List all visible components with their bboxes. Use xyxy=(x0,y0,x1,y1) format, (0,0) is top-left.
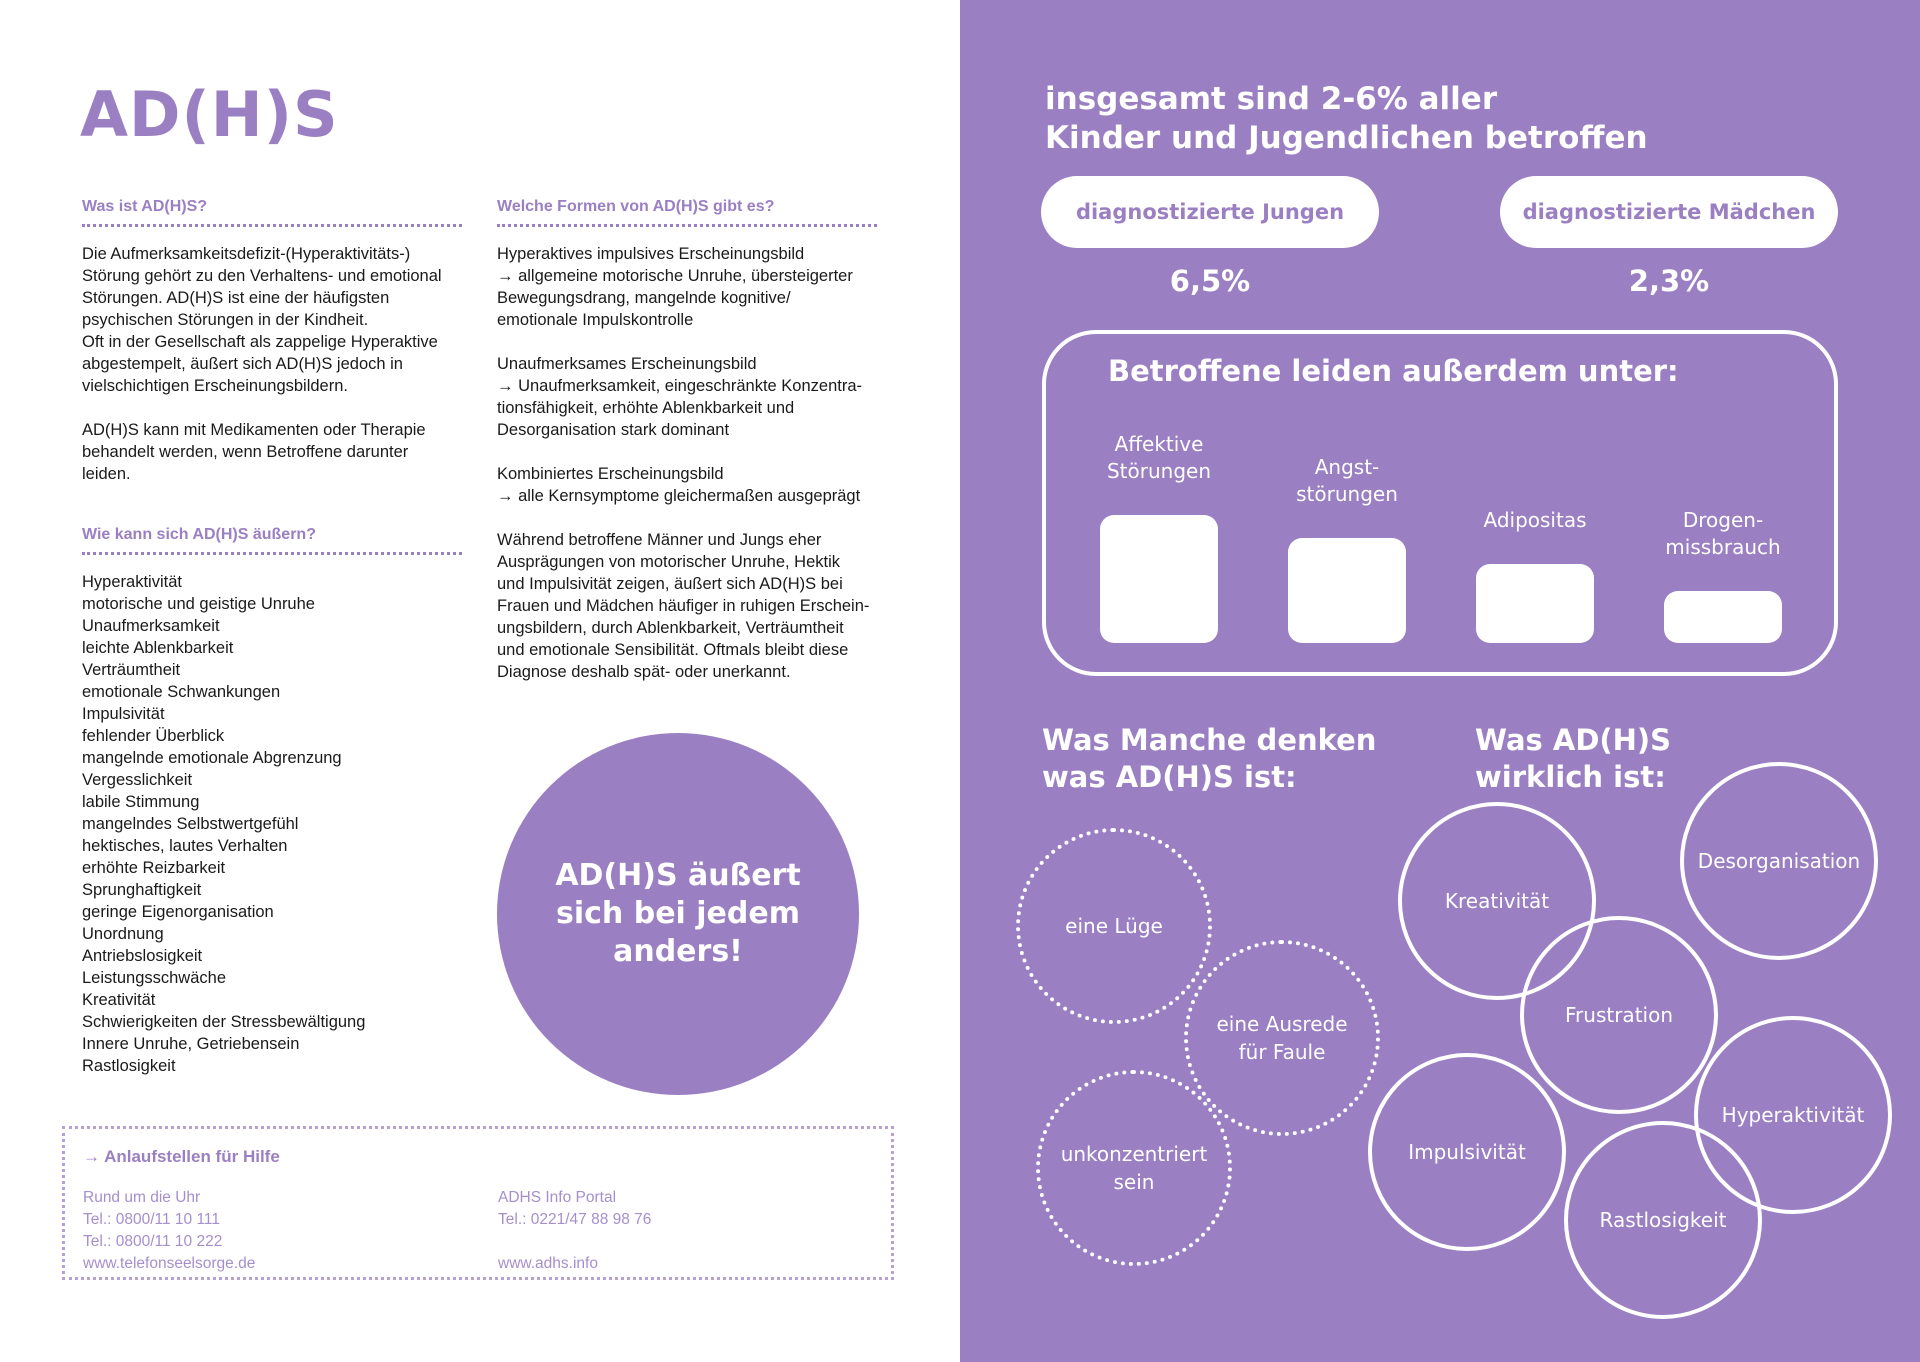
symptom-item: labile Stimmung xyxy=(82,793,200,811)
symptom-item: Sprunghaftigkeit xyxy=(82,881,202,899)
help-title: → Anlaufstellen für Hilfe xyxy=(83,1147,280,1166)
girls-label: diagnostizierte Mädchen xyxy=(1522,200,1816,224)
symptom-item: mangelnde emotionale Abgrenzung xyxy=(82,749,342,767)
comorbidity-bar xyxy=(1288,538,1406,643)
reality-circle xyxy=(1368,1053,1566,1251)
highlight-circle-text: AD(H)S äußert sich bei jedem anders! xyxy=(555,858,801,969)
symptom-item: Antriebslosigkeit xyxy=(82,947,203,965)
column-what-is xyxy=(82,198,462,507)
myth-circle xyxy=(1036,1070,1232,1266)
myth-label: eine Lüge xyxy=(1065,914,1163,938)
symptom-item: Leistungsschwäche xyxy=(82,969,227,987)
girls-percentage: 2,3% xyxy=(1628,264,1710,298)
comorbidity-chart xyxy=(1046,334,1834,672)
contact-phone[interactable]: Tel.: 0800/11 10 111 xyxy=(83,1211,221,1228)
symptom-item: Schwierigkeiten der Stressbewältigung xyxy=(82,1013,366,1031)
symptom-item: geringe Eigenorganisation xyxy=(82,903,274,921)
symptom-list xyxy=(82,571,462,1077)
paragraph: Während betroffene Männer und Jungs eher Ausprägungen von motorischer Unruhe, Hektik und Impulsivität zeigen, äußert sich AD(H)S bei Frauen und Mädchen häufiger in ruhigen Erschein- ungsbildern, durch Ablenkbarkeit, Verträumtheit und emotionale Sensibilität. Oftmals bleibt diese Diagnose deshalb spät- oder unerkannt. xyxy=(497,531,870,681)
boys-label: diagnostizierte Jungen xyxy=(1075,200,1345,224)
paragraph: Kombiniertes Erscheinungsbild → alle Kernsymptome gleichermaßen ausgeprägt xyxy=(497,465,861,505)
help-contact-2 xyxy=(498,1187,651,1275)
symptom-item: motorische und geistige Unruhe xyxy=(82,595,315,613)
contact-phone[interactable]: Tel.: 0221/47 88 98 76 xyxy=(498,1211,652,1228)
boys-pill xyxy=(1041,176,1379,248)
symptom-item: erhöhte Reizbarkeit xyxy=(82,859,226,877)
reality-circle xyxy=(1680,762,1878,960)
reality-label: Desorganisation xyxy=(1697,849,1861,873)
comorbidity-title: Betroffene leiden außerdem unter: xyxy=(1108,354,1679,388)
reality-label: Hyperaktivität xyxy=(1721,1103,1865,1127)
reality-label: Rastlosigkeit xyxy=(1599,1208,1727,1232)
myth-heading: Was Manche denken was AD(H)S ist: xyxy=(1042,723,1377,794)
reality-label: Impulsivität xyxy=(1408,1140,1526,1164)
paragraph: Hyperaktives impulsives Erscheinungsbild → allgemeine motorische Unruhe, übersteigerter Bewegungsdrang, mangelnde kognitive/ emotionale Impulskontrolle xyxy=(497,245,853,329)
symptom-item: mangelndes Selbstwertgefühl xyxy=(82,815,299,833)
section-heading-what-is: Was ist AD(H)S? xyxy=(82,198,462,227)
symptom-item: leichte Ablenkbarkeit xyxy=(82,639,234,657)
contact-phone[interactable]: Tel.: 0800/11 10 222 xyxy=(83,1233,223,1250)
myth-circle xyxy=(1016,828,1212,1024)
comorbidity-bar xyxy=(1664,591,1782,643)
reality-label: Frustration xyxy=(1565,1003,1673,1027)
page-title: AD(H)S xyxy=(80,78,339,151)
myth-label: unkonzentriert sein xyxy=(1060,1142,1208,1194)
column-symptoms xyxy=(82,526,462,1077)
comorbidity-label: Drogen- missbrauch xyxy=(1665,508,1781,559)
symptom-item: Unordnung xyxy=(82,925,164,943)
reality-circle xyxy=(1520,916,1718,1114)
symptom-item: Vergesslichkeit xyxy=(82,771,193,789)
symptom-item: fehlender Überblick xyxy=(82,727,225,745)
myth-circle xyxy=(1184,940,1380,1136)
what-is-text xyxy=(82,243,462,485)
section-heading-forms: Welche Formen von AD(H)S gibt es? xyxy=(497,198,877,227)
paragraph: AD(H)S kann mit Medikamenten oder Therapie behandelt werden, wenn Betroffene darunter leiden. xyxy=(82,421,426,483)
reality-label: Kreativität xyxy=(1444,889,1550,913)
girls-pill xyxy=(1500,176,1838,248)
paragraph: Die Aufmerksamkeitsdefizit-(Hyperaktivitäts-) Störung gehört zu den Verhaltens- und emotional Störungen. AD(H)S ist eine der häufigsten psychischen Störungen in der Kindheit. Oft in der Gesellschaft als zappelige Hyperaktive abgestempelt, äußert sich AD(H)S jedoch in vielschichtigen Erscheinungsbildern. xyxy=(82,245,442,395)
contact-website-link[interactable]: www.adhs.info xyxy=(498,1255,598,1272)
help-box xyxy=(62,1126,894,1280)
symptom-item: Hyperaktivität xyxy=(82,573,182,591)
contact-website-link[interactable]: www.telefonseelsorge.de xyxy=(83,1255,256,1272)
right-page xyxy=(960,0,1920,1362)
comorbidity-box xyxy=(1042,330,1838,676)
symptom-item: Unaufmerksamkeit xyxy=(82,617,220,635)
comorbidity-bar xyxy=(1100,515,1218,643)
symptom-item: Rastlosigkeit xyxy=(82,1057,176,1075)
forms-text xyxy=(497,243,877,683)
contact-name: Rund um die Uhr xyxy=(83,1189,201,1206)
highlight-circle xyxy=(497,733,859,1095)
paragraph: Unaufmerksames Erscheinungsbild → Unaufmerksamkeit, eingeschränkte Konzentra- tionsfähigkeit, erhöhte Ablenkbarkeit und Desorganisation stark dominant xyxy=(497,355,862,439)
contact-name: ADHS Info Portal xyxy=(498,1189,617,1206)
column-forms xyxy=(497,198,877,705)
statistic-title: insgesamt sind 2-6% aller Kinder und Jugendlichen betroffen xyxy=(1045,81,1648,156)
comorbidity-label: Angst- störungen xyxy=(1296,455,1398,506)
help-contact-1 xyxy=(83,1187,255,1275)
comorbidity-bar xyxy=(1476,564,1594,643)
myth-label: eine Ausrede für Faule xyxy=(1216,1012,1348,1064)
symptom-item: emotionale Schwankungen xyxy=(82,683,281,701)
symptom-item: Impulsivität xyxy=(82,705,165,723)
symptom-item: Verträumtheit xyxy=(82,661,181,679)
symptom-item: hektisches, lautes Verhalten xyxy=(82,837,288,855)
comorbidity-label: Affektive Störungen xyxy=(1106,432,1212,483)
boys-percentage: 6,5% xyxy=(1169,264,1251,298)
symptom-item: Innere Unruhe, Getriebensein xyxy=(82,1035,300,1053)
reality-heading: Was AD(H)S wirklich ist: xyxy=(1475,723,1672,794)
section-heading-symptoms: Wie kann sich AD(H)S äußern? xyxy=(82,526,462,555)
symptom-item: Kreativität xyxy=(82,991,156,1009)
comorbidity-label: Adipositas xyxy=(1483,508,1587,532)
reality-circle xyxy=(1564,1121,1762,1319)
